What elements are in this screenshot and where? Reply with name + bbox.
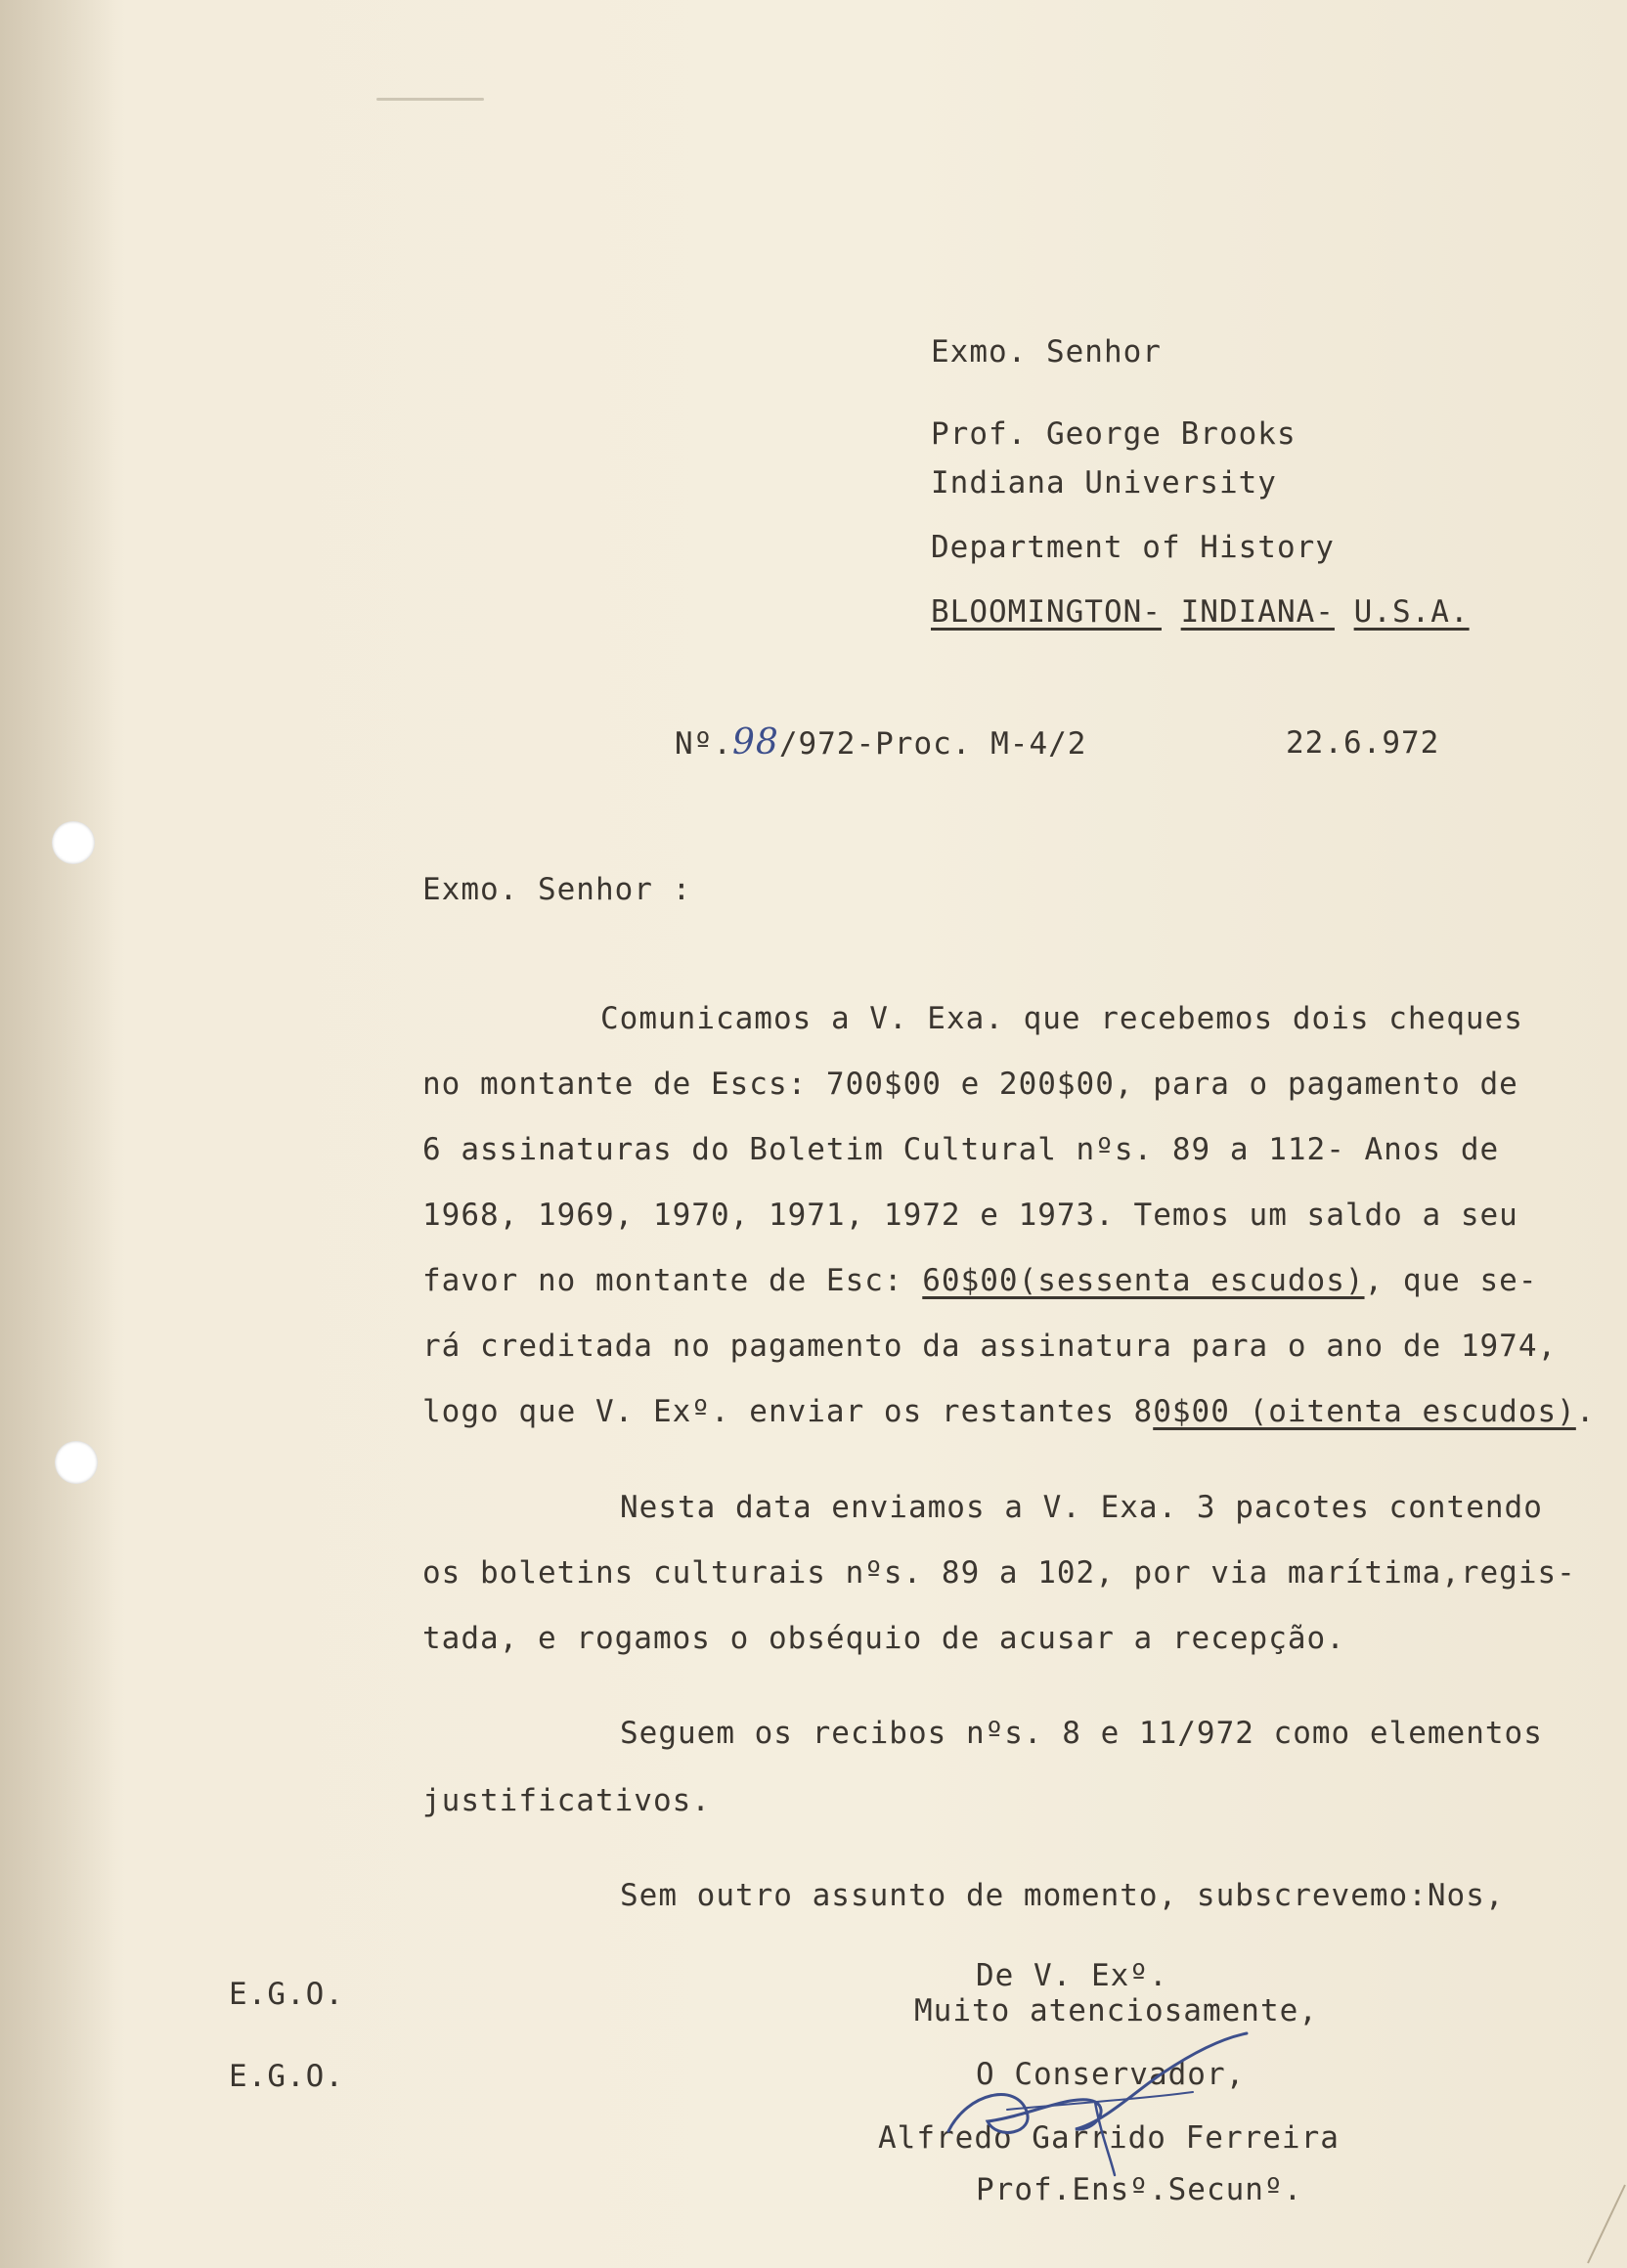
closing-line: De V. Exº. [976,1958,1168,1993]
body-line: os boletins culturais nºs. 89 a 102, por via marítima,regis- [422,1555,1576,1591]
recipient-name: Prof. George Brooks [931,416,1297,452]
body-line: tada, e rogamos o obséquio de acusar a recepção. [422,1621,1345,1656]
body-line: Comunicamos a V. Exa. que recebemos dois cheques [600,1001,1523,1036]
body-line: Nesta data enviamos a V. Exa. 3 pacotes contendo [620,1490,1543,1525]
reference-prefix: Nº. [675,726,732,762]
signatory-title: Prof.Ensº.Secunº. [976,2172,1303,2207]
closing-line: O Conservador, [976,2057,1246,2092]
reference-suffix: /972-Proc. M-4/2 [778,726,1087,762]
recipient-state: INDIANA- [1180,594,1335,630]
body-text-segment: , que se- [1364,1263,1538,1298]
closing-sentence: Sem outro assunto de momento, subscrevemo:Nos, [620,1878,1505,1913]
recipient-city: BLOOMINGTON- [931,594,1162,630]
punch-hole-bottom [55,1441,98,1484]
letter-date: 22.6.972 [1286,725,1440,761]
cc-mark: E.G.O. [229,2059,344,2094]
cc-mark: E.G.O. [229,1977,344,2012]
handwritten-signature [909,2024,1281,2180]
recipient-department: Department of History [931,530,1335,565]
paper-crease [376,98,484,101]
recipient-salutation: Exmo. Senhor [931,334,1162,370]
body-line [422,1261,1538,1300]
page-edge-shadow [0,0,117,2268]
body-text-segment: . [1575,1394,1596,1429]
signatory-name: Alfredo Garrido Ferreira [878,2120,1340,2156]
body-text-segment: favor no montante de Esc: [422,1263,923,1298]
body-line: rá creditada no pagamento da assinatura para o ano de 1974, [422,1329,1558,1364]
body-text-segment: logo que V. Exº. enviar os restantes 8 [422,1394,1154,1429]
body-line: justificativos. [422,1783,711,1818]
reference-handwritten-number: 98 [732,722,779,763]
recipient-institution: Indiana University [931,465,1277,501]
balance-amount: 60$00(sessenta escudos) [922,1263,1365,1298]
recipient-address [931,592,1470,632]
body-line: Seguem os recibos nºs. 8 e 11/972 como elementos [620,1716,1543,1751]
greeting: Exmo. Senhor : [422,872,692,907]
body-line [422,1392,1596,1431]
reference-number [675,723,1086,763]
body-line: 6 assinaturas do Boletim Cultural nºs. 89 a 112- Anos de [422,1132,1500,1167]
closing-line: Muito atenciosamente, [914,1993,1318,2028]
page-corner-crease [1568,2180,1627,2268]
body-line: 1968, 1969, 1970, 1971, 1972 e 1973. Temos um saldo a seu [422,1198,1518,1233]
body-line: no montante de Escs: 700$00 e 200$00, para o pagamento de [422,1067,1518,1102]
recipient-country: U.S.A. [1353,594,1470,630]
punch-hole-top [52,821,95,864]
remaining-amount: 0$00 (oitenta escudos) [1153,1394,1576,1429]
